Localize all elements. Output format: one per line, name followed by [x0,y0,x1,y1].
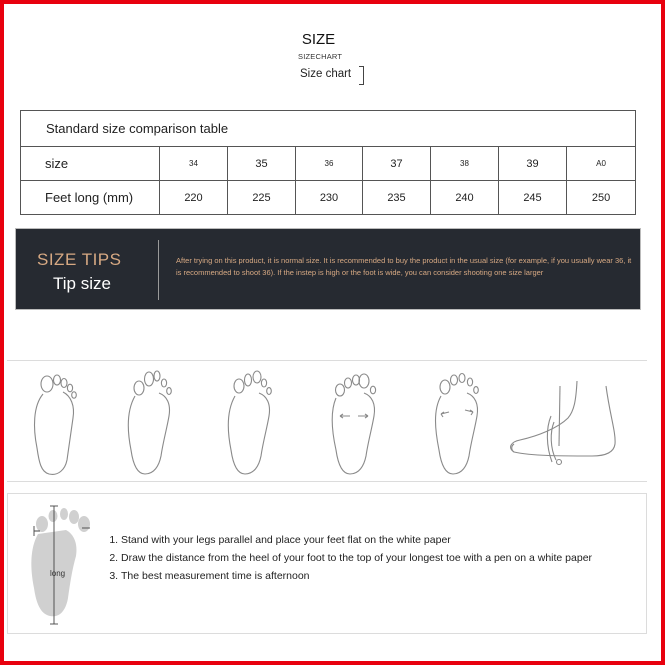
size-chart-label: Size chart [300,68,352,80]
size-tips-panel [15,228,641,310]
measurement-panel [7,493,647,634]
foot-outline-icon [324,366,384,478]
foot-outline-icon [25,366,85,478]
tips-divider [158,240,159,300]
size-comparison-table [20,110,636,215]
table-row [21,147,636,181]
table-cell: 235 [363,181,431,215]
bracket-decoration [359,66,364,85]
foot-side-icon [502,366,627,476]
row-label-size: size [21,147,160,181]
foot-types-panel [7,360,647,482]
list-item: 1. Stand with your legs parallel and place your feet flat on the white paper [121,534,592,546]
table-cell: 230 [296,181,363,215]
table-cell: 38 [431,147,499,181]
table-cell: 37 [363,147,431,181]
measurement-steps [105,534,592,588]
list-item: 3. The best measurement time is afternoon [121,570,592,582]
page-title: SIZE [301,31,336,48]
table-row [21,181,636,215]
table-cell: 250 [567,181,636,215]
foot-outline-icon [427,366,487,478]
table-cell: A0 [567,147,636,181]
table-cell: 225 [228,181,296,215]
table-cell: 245 [499,181,567,215]
page-subtitle: SIZECHART [298,52,343,61]
foot-outline-icon [219,366,279,478]
table-cell: 240 [431,181,499,215]
table-cell: 220 [160,181,228,215]
long-label: long [50,569,66,578]
table-cell: 39 [499,147,567,181]
table-caption: Standard size comparison table [21,111,636,147]
table-cell: 34 [160,147,228,181]
foot-measurement-icon [20,502,100,627]
table-cell: 36 [296,147,363,181]
tips-title: SIZE TIPS [37,250,122,269]
table-cell: 35 [228,147,296,181]
list-item: 2. Draw the distance from the heel of your foot to the top of your longest toe with a pen on a white paper [121,552,592,564]
tips-text: After trying on this product, it is normal size. It is recommended to buy the product in the usual size (for example, if you usually wear 36, it is recommended to shoot 36). If the instep is high or the foot is wide, you can consider shooting one size larger [176,256,632,277]
row-label-feet-long: Feet long (mm) [21,181,160,215]
tips-subtitle: Tip size [53,274,111,293]
foot-outline-icon [119,366,179,478]
